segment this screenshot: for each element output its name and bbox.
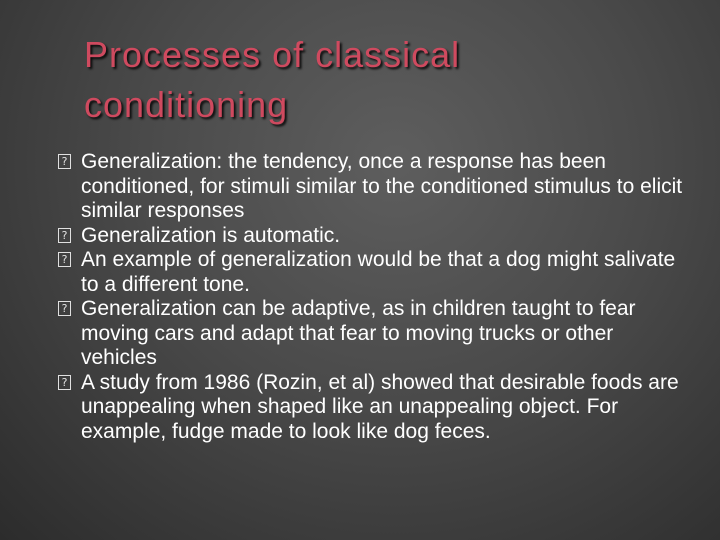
bullet-text: An example of generalization would be that a dog might salivate to a different tone. [81,248,676,296]
bullet-icon: ? [58,375,71,390]
bullet-item [60,150,690,224]
bullet-item [60,248,690,297]
bullet-icon: ? [58,228,71,243]
slide-title: Processes of classical conditioning [84,34,461,125]
bullet-list [60,150,690,444]
bullet-text: A study from 1986 (Rozin, et al) showed that desirable foods are unappealing when shaped like an unappealing object. For example, fudge made to look like dog feces. [81,370,679,443]
bullet-item [60,224,690,249]
bullet-item [60,371,690,445]
bullet-text: Generalization: the tendency, once a response has been conditioned, for stimuli similar to the conditioned stimulus to elicit similar responses [81,150,683,222]
bullet-text: Generalization is automatic. [81,223,341,247]
bullet-item [60,297,690,371]
bullet-icon: ? [58,301,71,316]
bullet-icon: ? [58,154,71,169]
bullet-text: Generalization can be adaptive, as in children taught to fear moving cars and adapt that fear to moving trucks or other vehicles [81,297,636,369]
bullet-icon: ? [58,252,71,267]
